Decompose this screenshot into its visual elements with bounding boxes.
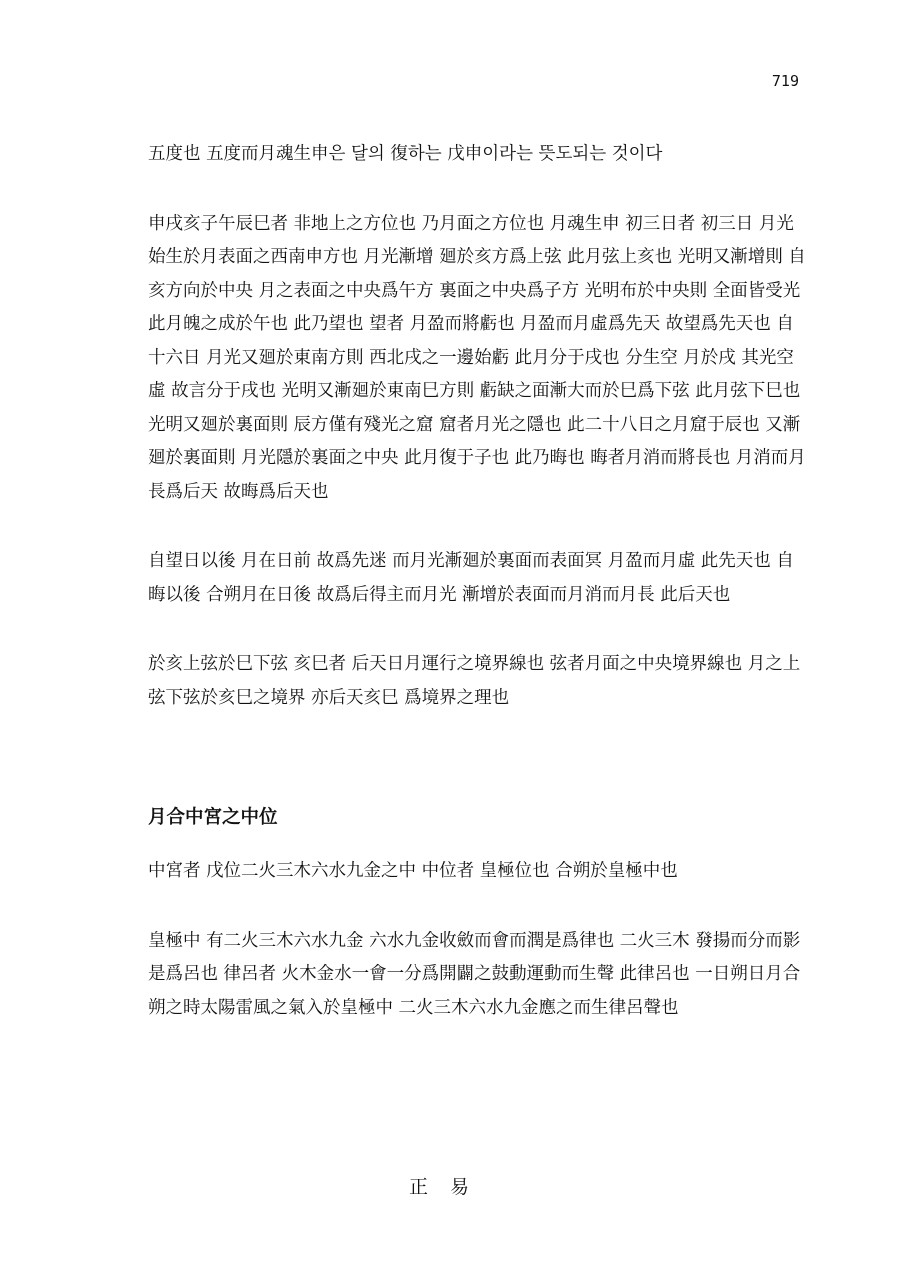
section-heading: 月合中宮之中位 xyxy=(148,807,278,828)
paragraph-4: 於亥上弦於巳下弦 亥巳者 后天日月運行之境界線也 弦者月面之中央境界線也 月之上弦下弦於亥巳之境界 亦后天亥巳 爲境界之理也 xyxy=(148,654,801,708)
paragraph-3: 自望日以後 月在日前 故爲先迷 而月光漸廻於裏面而表面冥 月盈而月虛 此先天也 自晦以後 合朔月在日後 故爲后得主而月光 漸增於表面而月消而月長 此后天也 xyxy=(148,551,794,605)
page-body xyxy=(148,138,808,1025)
page-number: 719 xyxy=(771,72,799,90)
paragraph-1: 五度也 五度而月魂生申은 달의 復하는 戊申이라는 뜻도되는 것이다 xyxy=(148,144,663,164)
paragraph-6: 皇極中 有二火三木六水九金 六水九金收斂而會而潤是爲律也 二火三木 發揚而分而影是爲呂也 律呂者 火木金水一會一分爲開闢之鼓動運動而生聲 此律呂也 一日朔日月合朔之時太陽雷風之氣入於皇極中 二火三木六水九金應之而生律呂聲也 xyxy=(148,930,801,1018)
paragraph-5: 中宮者 戊位二火三木六水九金之中 中位者 皇極位也 合朔於皇極中也 xyxy=(148,861,678,881)
paragraph-2: 申戌亥子午辰巳者 非地上之方位也 乃月面之方位也 月魂生申 初三日者 初三日 月光始生於月表面之西南申方也 月光漸增 廻於亥方爲上弦 此月弦上亥也 光明又漸增則 自亥方向於中央 月之表面之中央爲午方 裏面之中央爲子方 光明布於中央則 全面皆受光 此月魄之成於午也 此乃望也 望者 月盈而將虧也 月盈而月虛爲先天 故望爲先天也 自十六日 月光又廻於東南方則 西北戌之一邊始虧 此月分于戌也 分生空 月於戌 其光空虛 故言分于戌也 光明又漸廻於東南巳方則 虧缺之面漸大而於巳爲下弦 此月弦下巳也 光明又廻於裏面則 辰方僅有殘光之窟 窟者月光之隱也 此二十八日之月窟于辰也 又漸廻於裏面則 月光隱於裏面之中央 此月復于子也 此乃晦也 晦者月消而將長也 月消而月長爲后天 故晦爲后天也 xyxy=(148,213,806,502)
page-footer: 正易 xyxy=(408,1176,491,1198)
